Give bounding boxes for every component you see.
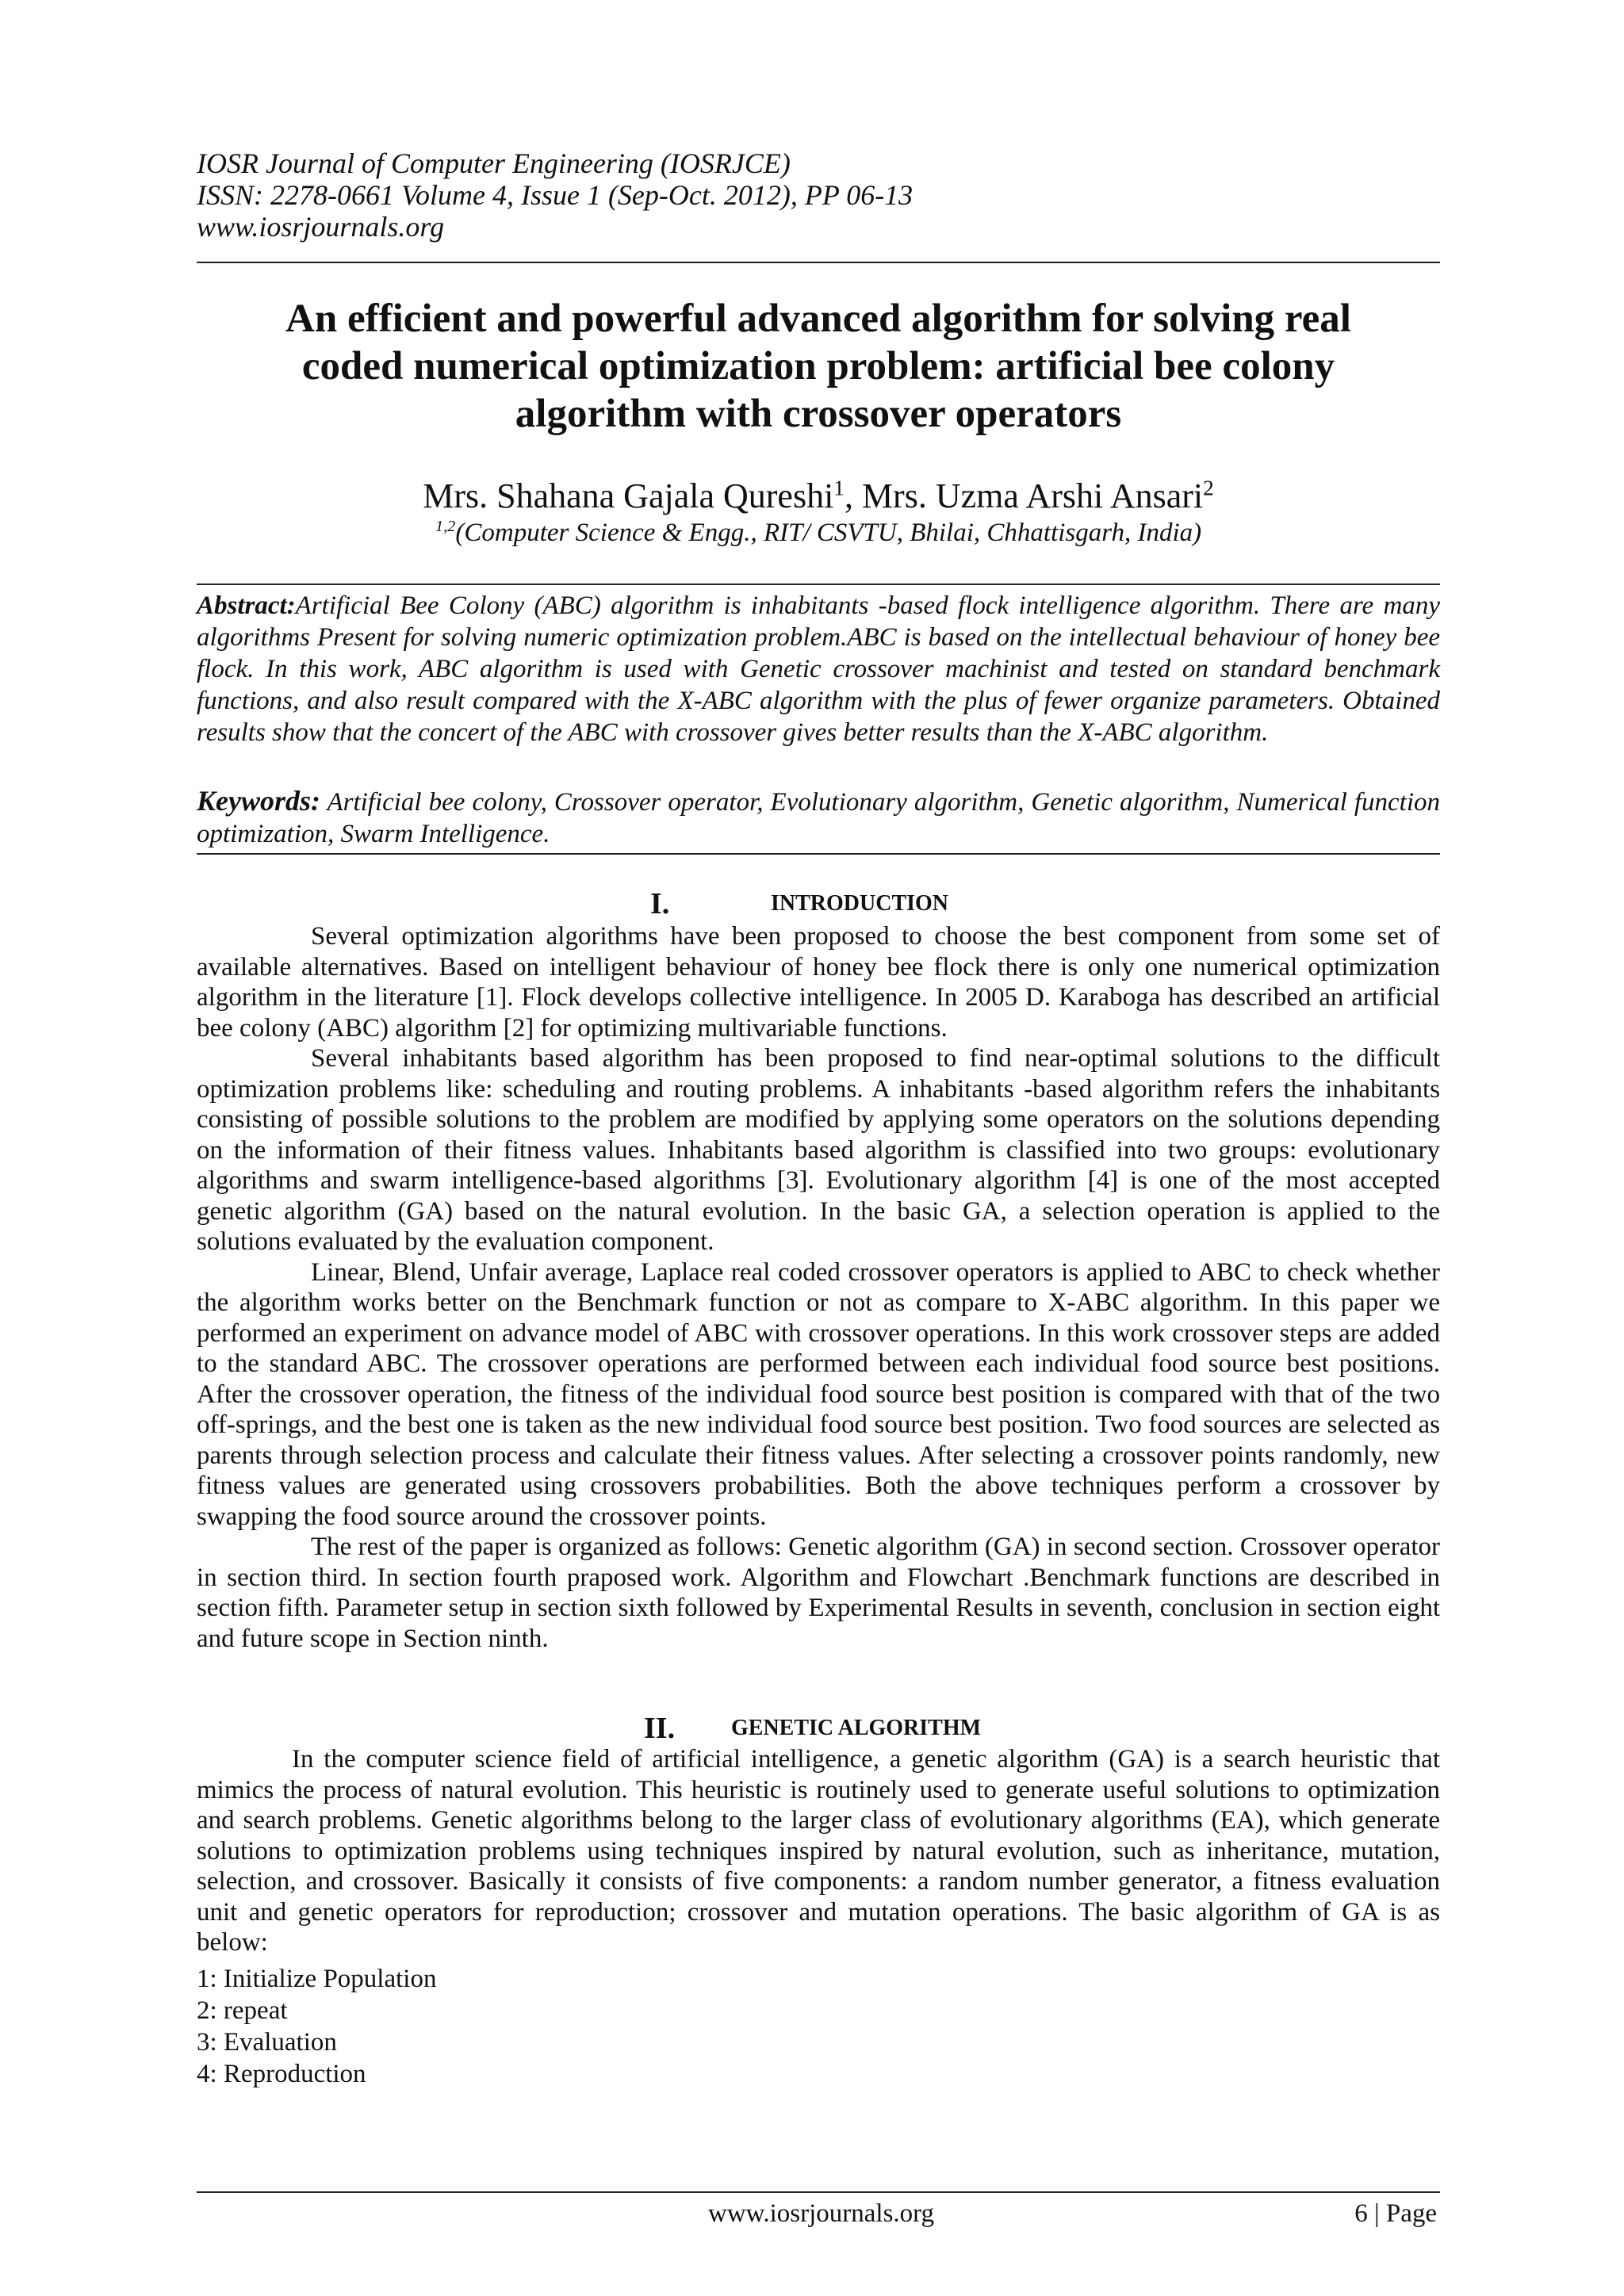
journal-header bbox=[197, 147, 1442, 243]
journal-name: IOSR Journal of Computer Engineering (IOSRJCE) bbox=[197, 147, 791, 179]
section-1-heading bbox=[197, 886, 1440, 921]
keywords-label: Keywords: bbox=[197, 785, 320, 817]
ga-step: 4: Reproduction bbox=[197, 2060, 366, 2088]
affiliation-mark: 1,2 bbox=[435, 518, 456, 535]
intro-paragraph-1: Several optimization algorithms have been proposed to choose the best component from some set of available alternatives. Based on intelligent behaviour of honey bee flock there is only one numerical optimization algorithm in the literature [1]. Flock develops collective intelligence. In 2005 D. Karaboga has described an artificial bee colony (ABC) algorithm [2] for optimizing multivariable functions. bbox=[197, 922, 1440, 1043]
abstract-top-rule bbox=[197, 584, 1440, 585]
author-list bbox=[197, 476, 1440, 517]
journal-issn: ISSN: 2278-0661 Volume 4, Issue 1 (Sep-Oct. 2012), PP 06-13 bbox=[197, 179, 914, 211]
intro-paragraph-2: Several inhabitants based algorithm has been proposed to find near-optimal solutions to the difficult optimization problems like: scheduling and routing problems. A inhabitants -based algorithm refers the inhabitants consisting of possible solutions to the problem are modified by applying some operators on the solutions depending on the information of their fitness values. Inhabitants based algorithm is classified into two groups: evolutionary algorithms and swarm intelligence-based algorithms [3]. Evolutionary algorithm [4] is one of the most accepted genetic algorithm (GA) based on the natural evolution. In the basic GA, a selection operation is applied to the solutions evaluated by the evaluation component. bbox=[197, 1044, 1440, 1256]
section-1-title: INTRODUCTION bbox=[771, 891, 949, 916]
footer-rule bbox=[197, 2191, 1440, 2193]
title-line-3: algorithm with crossover operators bbox=[515, 392, 1122, 436]
page-footer bbox=[197, 2196, 1440, 2231]
ga-step: 2: repeat bbox=[197, 1996, 288, 2025]
abstract-label: Abstract: bbox=[197, 591, 296, 620]
footer-website: www.iosrjournals.org bbox=[708, 2199, 935, 2228]
journal-website: www.iosrjournals.org bbox=[197, 211, 445, 243]
ga-step: 1: Initialize Population bbox=[197, 1965, 437, 1993]
section-1-number: I. bbox=[650, 887, 670, 920]
header-rule bbox=[197, 262, 1440, 263]
affiliation-text: (Computer Science & Engg., RIT/ CSVTU, Bhilai, Chhattisgarh, India) bbox=[455, 519, 1202, 547]
section-2-title: GENETIC ALGORITHM bbox=[731, 1716, 982, 1740]
page-number: 6 | Page bbox=[1354, 2199, 1437, 2228]
section-1-body bbox=[197, 921, 1440, 1654]
title-line-2: coded numerical optimization problem: artificial bee colony bbox=[301, 344, 1335, 388]
author-2: Mrs. Uzma Arshi Ansari bbox=[861, 476, 1204, 515]
title-line-1: An efficient and powerful advanced algorithm for solving real bbox=[285, 297, 1351, 341]
keywords-text: Artificial bee colony, Crossover operator, Evolutionary algorithm, Genetic algorithm, Numerical function optimization, Swarm Intelligence. bbox=[197, 788, 1440, 848]
intro-paragraph-3: Linear, Blend, Unfair average, Laplace real coded crossover operators is applied to ABC to check whether the algorithm works better on the Benchmark function or not as compare to X-ABC algorithm. In this paper we performed an experiment on advance model of ABC with crossover operations. In this work crossover steps are added to the standard ABC. The crossover operations are performed between each individual food source best positions. After the crossover operation, the fitness of the individual food source best position is compared with that of the two off-springs, and the best one is taken as the new individual food source best position. Two food sources are selected as parents through selection process and calculate their fitness values. After selecting a crossover points randomly, new fitness values are generated using crossovers probabilities. Both the above techniques perform a crossover by swapping the food source around the crossover points. bbox=[197, 1257, 1440, 1531]
ga-paragraph: In the computer science field of artificial intelligence, a genetic algorithm (GA) is a search heuristic that mimics the process of natural evolution. This heuristic is routinely used to generate useful solutions to optimization and search problems. Genetic algorithms belong to the larger class of evolutionary algorithms (EA), which generate solutions to optimization problems using techniques inspired by natural evolution, such as inheritance, mutation, selection, and crossover. Basically it consists of five components: a random number generator, a fitness evaluation unit and genetic operators for reproduction; crossover and mutation operations. The basic algorithm of GA is as below: bbox=[197, 1745, 1440, 1957]
abstract-bottom-rule bbox=[197, 853, 1440, 855]
abstract bbox=[197, 590, 1440, 748]
ga-step: 3: Evaluation bbox=[197, 2028, 337, 2057]
author-1: Mrs. Shahana Gajala Qureshi bbox=[423, 476, 834, 515]
section-2-heading bbox=[197, 1711, 1440, 1746]
author-2-affil-mark: 2 bbox=[1203, 476, 1214, 500]
keywords bbox=[197, 785, 1440, 850]
author-1-affil-mark: 1 bbox=[833, 476, 845, 500]
section-2-number: II. bbox=[644, 1712, 676, 1745]
ga-steps-list bbox=[197, 1963, 831, 2090]
section-2-body bbox=[197, 1744, 1440, 1958]
author-separator: , bbox=[844, 476, 862, 515]
affiliation bbox=[197, 517, 1440, 549]
intro-paragraph-4: The rest of the paper is organized as follows: Genetic algorithm (GA) in second section. Crossover operator in section third. In section fourth praposed work. Algorithm and Flowchart .Benchmark functions are described in section fifth. Parameter setup in section sixth followed by Experimental Results in seventh, conclusion in section eight and future scope in Section ninth. bbox=[197, 1533, 1440, 1653]
paper-title bbox=[197, 295, 1440, 438]
abstract-text: Artificial Bee Colony (ABC) algorithm is inhabitants -based flock intelligence algorithm. There are many algorithms Present for solving numeric optimization problem.ABC is based on the intellectual behaviour of honey bee flock. In this work, ABC algorithm is used with Genetic crossover machinist and tested on standard benchmark functions, and also result compared with the X-ABC algorithm with the plus of fewer organize parameters. Obtained results show that the concert of the ABC with crossover gives better results than the X-ABC algorithm. bbox=[197, 591, 1440, 747]
